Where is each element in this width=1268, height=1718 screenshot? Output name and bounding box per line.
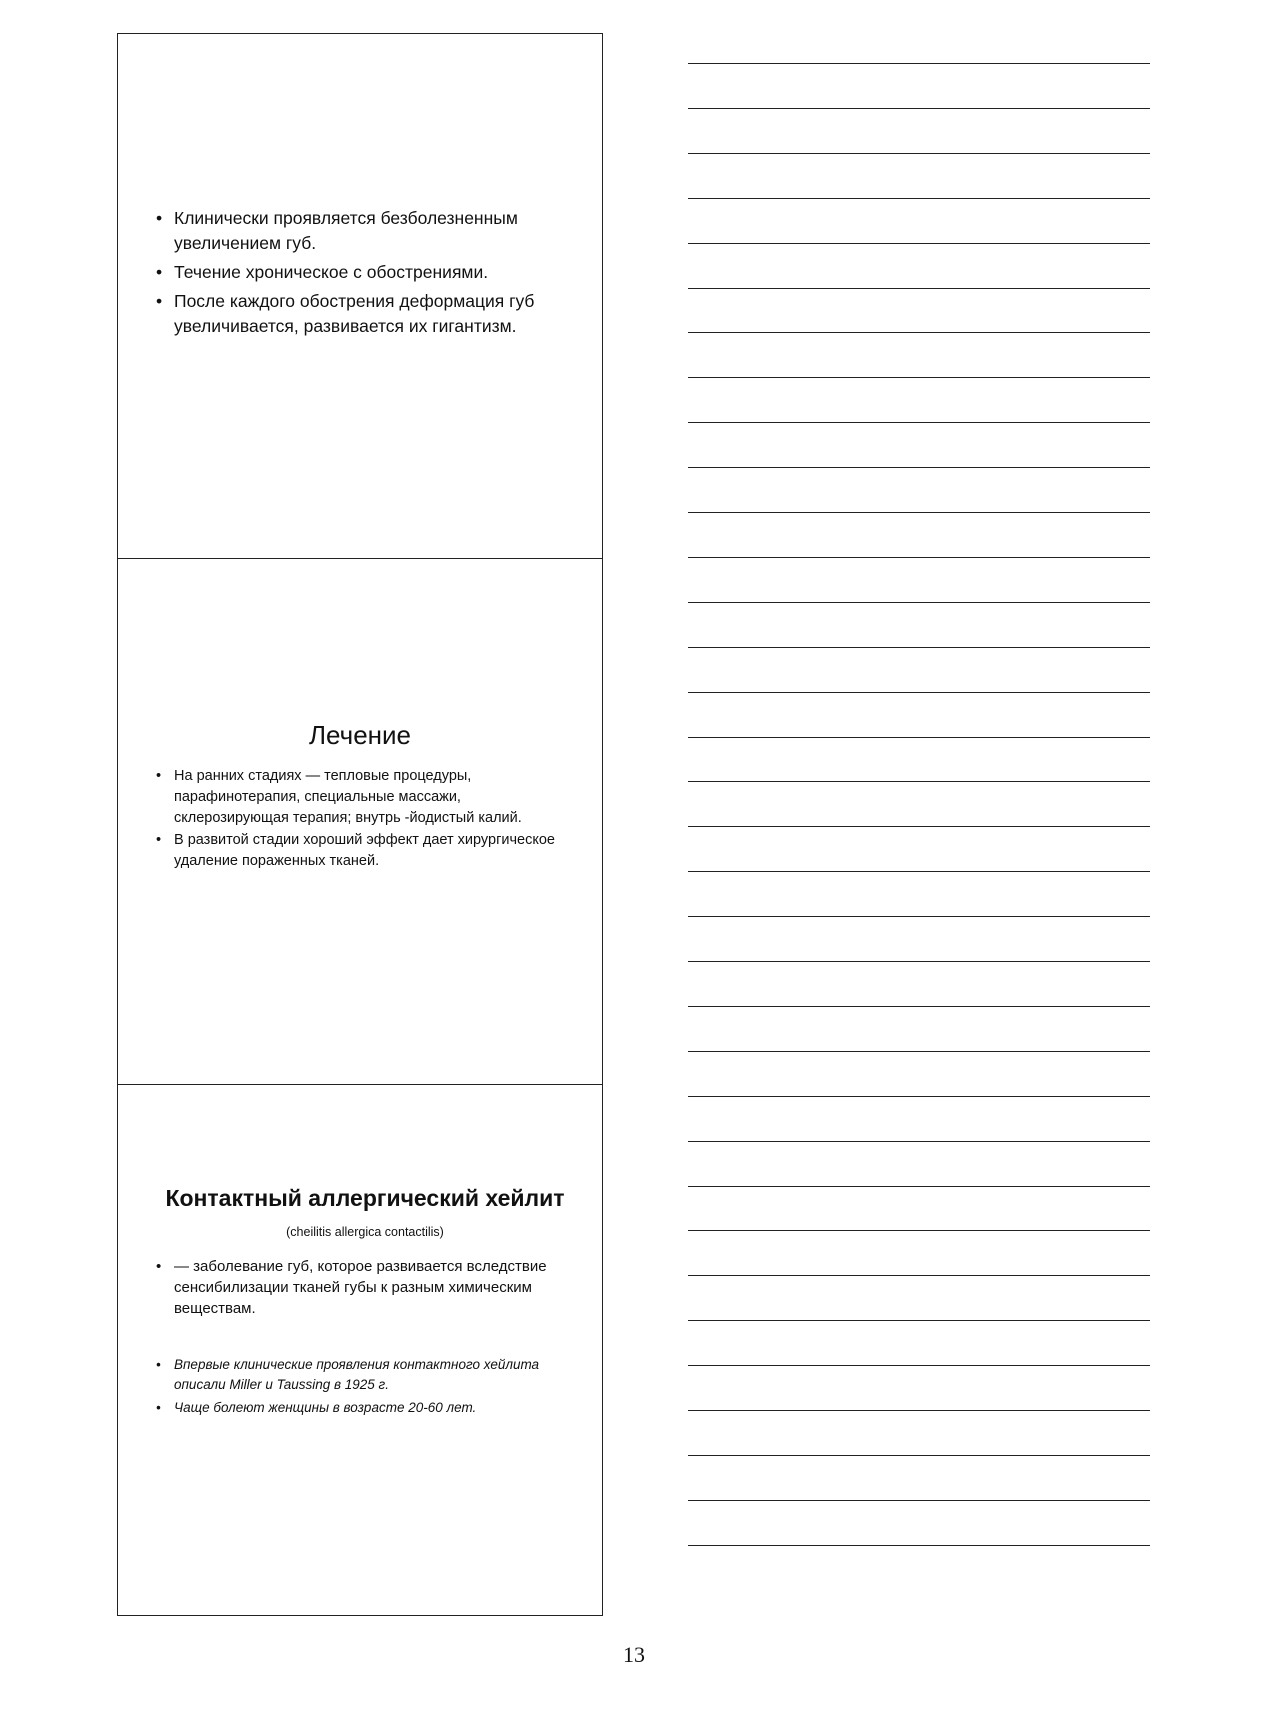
page-number: 13: [623, 1642, 645, 1667]
note-line: [688, 377, 1150, 378]
note-line: [688, 332, 1150, 333]
note-item: • Чаще болеют женщины в возрасте 20-60 лет.: [156, 1398, 572, 1418]
note-line: [688, 1455, 1150, 1456]
note-line: [688, 63, 1150, 64]
note-line: [688, 961, 1150, 962]
note-line: [688, 467, 1150, 468]
note-line: [688, 647, 1150, 648]
note-line: [688, 1500, 1150, 1501]
note-line: [688, 153, 1150, 154]
note-line: [688, 1141, 1150, 1142]
slide-title: [158, 1183, 572, 1247]
note-line: [688, 557, 1150, 558]
note-line: [688, 1275, 1150, 1276]
note-line: [688, 198, 1150, 199]
slide-title: Лечение: [308, 720, 411, 750]
note-lines: [688, 0, 1150, 1620]
slide-contact-cheilitis: [118, 1084, 602, 1617]
note-line: [688, 871, 1150, 872]
note-item: • Впервые клинические проявления контактного хейлита описали Miller и Taussing в 1925 г.: [156, 1355, 572, 1395]
note-line: [688, 602, 1150, 603]
bullet-list: [156, 1256, 572, 1319]
note-line: [688, 1545, 1150, 1546]
slide-title-latin: (cheilitis allergica contactilis): [286, 1225, 444, 1239]
note-line: [688, 737, 1150, 738]
slide-symptoms: [118, 34, 602, 558]
note-line: [688, 1096, 1150, 1097]
note-line: [688, 1186, 1150, 1187]
note-line: [688, 1320, 1150, 1321]
slide-treatment: [118, 558, 602, 1084]
note-line: [688, 288, 1150, 289]
note-line: [688, 422, 1150, 423]
bullet-item: • — заболевание губ, которое развивается вследствие сенсибилизации тканей губы к разным химическим веществам.: [156, 1256, 572, 1319]
bullet-list: [156, 766, 572, 873]
note-line: [688, 1006, 1150, 1007]
note-line: [688, 1230, 1150, 1231]
note-line: [688, 1051, 1150, 1052]
note-line: [688, 243, 1150, 244]
bullet-item: • На ранних стадиях — тепловые процедуры, парафинотерапия, специальные массажи, склерозирующая терапия; внутрь -йодистый калий.: [156, 766, 572, 829]
note-line: [688, 781, 1150, 782]
notes-list: [156, 1355, 572, 1421]
note-line: [688, 108, 1150, 109]
bullet-item: • Течение хроническое с обострениями.: [156, 260, 572, 285]
slide-title-text: Контактный аллергический хейлит: [165, 1185, 565, 1211]
note-line: [688, 512, 1150, 513]
bullet-item: • Клинически проявляется безболезненным увеличением губ.: [156, 206, 572, 256]
bullet-item: • После каждого обострения деформация губ увеличивается, развивается их гигантизм.: [156, 289, 572, 339]
bullet-list: [156, 206, 572, 343]
bullet-item: • В развитой стадии хороший эффект дает хирургическое удаление пораженных тканей.: [156, 830, 572, 872]
note-line: [688, 826, 1150, 827]
note-line: [688, 916, 1150, 917]
note-line: [688, 1365, 1150, 1366]
note-line: [688, 692, 1150, 693]
note-line: [688, 1410, 1150, 1411]
slides-column: [117, 33, 603, 1616]
